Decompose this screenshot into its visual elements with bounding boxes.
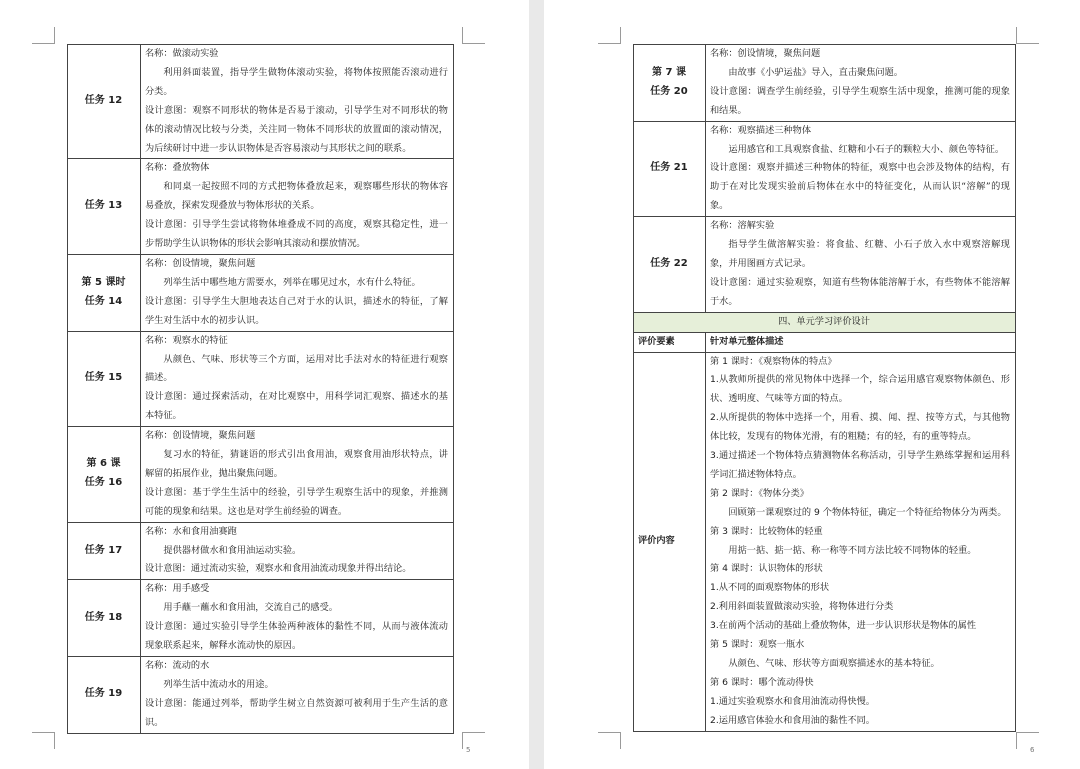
eval-content-line: 3.通过描述一个物体特点猜测物体名称活动，引导学生熟练掌握和运用科学词汇描述物体特点。 <box>710 450 1010 480</box>
eval-content-line: 第 2 课时：《物体分类》 <box>710 487 809 499</box>
task-label: 任务 13 <box>84 200 123 212</box>
task-content-line: 运用感官和工具观察食盐、红糖和小石子的颗粒大小、颜色等特征。 <box>728 143 1005 155</box>
task-content-line: 设计意图：引导学生大胆地表达自己对于水的认识，描述水的特征，了解学生对生活中水的初步认识。 <box>145 295 448 326</box>
task-label: 第 6 课 <box>86 458 121 470</box>
task-label: 任务 17 <box>84 544 123 556</box>
task-content-cell <box>141 254 454 331</box>
page-number: 6 <box>1030 746 1035 754</box>
task-label: 任务 20 <box>650 85 688 97</box>
eval-content-cell <box>706 352 1016 731</box>
eval-content-line: 第 6 课时：哪个流动得快 <box>710 676 814 688</box>
task-content-line: 和同桌一起按照不同的方式把物体叠放起来，观察哪些形状的物体容易叠放，探索发现叠放与物体形状的关系。 <box>145 181 448 212</box>
task-content-line: 利用斜面装置，指导学生做物体滚动实验，将物体按照能否滚动进行分类。 <box>145 66 448 97</box>
task-content-cell <box>141 580 454 657</box>
task-label-cell <box>68 427 141 523</box>
eval-content-line: 1.从不同的面观察物体的形状 <box>710 582 830 594</box>
eval-content-line: 第 5 课时：观察一瓶水 <box>710 639 805 651</box>
task-label-cell <box>68 159 141 255</box>
task-label: 任务 21 <box>650 162 688 174</box>
task-content-line: 设计意图：基于学生生活中的经验，引导学生观察生活中的现象，并推测可能的现象和结果。这也是对学生前经验的调查。 <box>145 486 448 517</box>
eval-content-line: 2.利用斜面装置做滚动实验，将物体进行分类 <box>710 601 894 613</box>
task-content-line: 设计意图：能通过列举，帮助学生树立自然资源可被利用于生产生活的意识。 <box>145 697 448 728</box>
task-content-line: 用手蘸一蘸水和食用油，交流自己的感受。 <box>163 602 338 614</box>
section-title: 四、单元学习评价设计 <box>634 312 1016 332</box>
task-label: 任务 14 <box>84 295 123 307</box>
task-row <box>68 45 454 159</box>
task-content-cell <box>706 217 1016 313</box>
task-label-cell <box>634 121 706 217</box>
crop-mark <box>598 732 621 749</box>
task-content-line: 由故事《小驴运盐》导入，直击聚焦问题。 <box>728 66 903 78</box>
task-content-line: 列举生活中流动水的用途。 <box>163 678 274 690</box>
task-label: 第 5 课时 <box>81 276 126 288</box>
task-content-line: 设计意图：通过探索活动，在对比观察中，用科学词汇观察、描述水的基本特征。 <box>145 391 448 422</box>
task-content-line: 指导学生做溶解实验：将食盐、红糖、小石子放入水中观察溶解现象，并用图画方式记录。 <box>710 239 1010 269</box>
eval-content-line: 用掂一掂、掂一掂、称一称等不同方法比较不同物体的轻重。 <box>728 544 977 556</box>
eval-content-line: 2.从所提供的物体中选择一个，用看、摸、闻、捏、按等方式，与其他物体比较，发现有的物体光滑，有的粗糙；有的轻，有的重等特点。 <box>710 412 1010 443</box>
crop-mark <box>32 732 55 749</box>
eval-content-line: 1.从教师所提供的常见物体中选择一个，综合运用感官观察物体颜色、形状、透明度、气味等方面的特点。 <box>710 374 1010 405</box>
task-content-cell <box>141 45 454 159</box>
task-label-cell <box>68 331 141 427</box>
eval-content-line: 1.通过实验观察水和食用油流动得快慢。 <box>710 695 875 707</box>
task-content-line: 名称：创设情境，聚焦问题 <box>710 48 821 59</box>
task-content-cell <box>141 159 454 255</box>
document-page-right <box>544 0 1080 769</box>
crop-mark <box>598 27 621 44</box>
crop-mark <box>1016 732 1039 749</box>
task-content-line: 名称：溶解实验 <box>710 220 775 232</box>
task-content-line: 设计意图：观察不同形状的物体是否易于滚动，引导学生对不同形状的物体的滚动情况比较与分类，关注同一物体不同形状的放置面的滚动情况，为后续研讨中进一步认识物体是否容易滚动与其形状之间的联系。 <box>145 104 448 154</box>
eval-header-value: 针对单元整体描述 <box>706 332 1016 352</box>
task-row <box>634 217 1016 313</box>
task-content-line: 名称：叠放物体 <box>145 162 210 174</box>
task-row <box>68 254 454 331</box>
eval-content-line: 2.运用感官体验水和食用油的黏性不同。 <box>710 714 875 726</box>
task-label: 任务 19 <box>84 688 123 700</box>
task-row <box>68 522 454 580</box>
eval-header-label: 评价要素 <box>634 332 706 352</box>
task-content-line: 设计意图：引导学生尝试将物体堆叠成不同的高度，观察其稳定性，进一步帮助学生认识物体的形状会影响其滚动和摆放情况。 <box>145 219 448 250</box>
task-content-cell <box>706 121 1016 217</box>
task-label-cell <box>68 254 141 331</box>
eval-content-label: 评价内容 <box>634 352 706 731</box>
task-content-line: 从颜色、气味、形状等三个方面，运用对比手法对水的特征进行观察描述。 <box>145 353 448 384</box>
task-content-line: 名称：做滚动实验 <box>145 48 219 59</box>
task-content-line: 列举生活中哪些地方需要水，列举在哪见过水，水有什么特征。 <box>163 276 421 288</box>
crop-mark <box>32 27 55 44</box>
document-page-left <box>0 0 529 769</box>
task-content-line: 提供器材做水和食用油运动实验。 <box>163 544 302 556</box>
task-row <box>68 580 454 657</box>
page-number: 5 <box>466 746 471 754</box>
task-label-cell <box>68 45 141 159</box>
task-row <box>634 121 1016 217</box>
task-content-cell <box>141 427 454 523</box>
task-label-cell <box>68 657 141 734</box>
task-row <box>68 657 454 734</box>
crop-mark <box>462 27 485 44</box>
task-label-cell <box>68 522 141 580</box>
task-row <box>68 331 454 427</box>
task-label: 任务 18 <box>84 611 123 623</box>
task-row <box>68 159 454 255</box>
task-content-line: 名称：用手感受 <box>145 583 210 595</box>
eval-content-line: 第 4 课时：认识物体的形状 <box>710 563 823 575</box>
task-content-line: 复习水的特征，猜谜语的形式引出食用油，观察食用油形状特点，讲解留的拓展作业，抛出聚焦问题。 <box>145 449 448 479</box>
task-label-cell <box>68 580 141 657</box>
eval-content-line: 从颜色、气味、形状等方面观察描述水的基本特征。 <box>728 658 940 669</box>
eval-content-row <box>634 352 1016 731</box>
task-content-cell <box>141 657 454 734</box>
lesson-task-table <box>67 44 454 734</box>
task-label: 第 7 课 <box>652 66 686 78</box>
section-row <box>634 312 1016 332</box>
task-content-cell <box>706 45 1016 122</box>
task-label: 任务 22 <box>650 257 688 269</box>
task-label: 任务 12 <box>84 95 123 107</box>
task-content-line: 名称：创设情境，聚焦问题 <box>145 430 256 442</box>
task-content-line: 设计意图：通过实验观察，知道有些物体能溶解于水，有些物体不能溶解于水。 <box>710 276 1010 307</box>
task-label: 任务 16 <box>84 477 123 489</box>
task-content-line: 名称：流动的水 <box>145 660 210 671</box>
eval-content-line: 第 3 课时：比较物体的轻重 <box>710 525 823 537</box>
eval-header-row <box>634 332 1016 352</box>
eval-content-line: 第 1 课时：《观察物体的特点》 <box>710 355 837 367</box>
task-content-line: 设计意图：通过实验引导学生体验两种液体的黏性不同，从而与液体流动现象联系起来，解释水流动快的原因。 <box>145 621 448 652</box>
task-content-line: 名称：观察描述三种物体 <box>710 124 812 136</box>
task-label-cell <box>634 217 706 313</box>
task-content-line: 名称：创设情境，聚焦问题 <box>145 257 256 269</box>
task-content-cell <box>141 522 454 580</box>
task-label-cell <box>634 45 706 122</box>
task-row <box>634 45 1016 122</box>
task-label: 任务 15 <box>84 372 123 384</box>
task-content-line: 名称：水和食用油赛跑 <box>145 525 237 537</box>
eval-content-line: 回顾第一课观察过的 9 个物体特征，确定一个特征给物体分为两类。 <box>728 506 1007 518</box>
eval-content-line: 3.在前两个活动的基础上叠放物体，进一步认识形状是物体的属性 <box>710 620 977 632</box>
lesson-task-table <box>633 44 1016 732</box>
task-content-line: 设计意图：通过流动实验，观察水和食用油流动现象并得出结论。 <box>145 563 412 575</box>
crop-mark <box>1016 27 1039 44</box>
task-row <box>68 427 454 523</box>
task-content-line: 设计意图：调查学生前经验，引导学生观察生活中现象，推测可能的现象和结果。 <box>710 85 1010 116</box>
task-content-line: 名称：观察水的特征 <box>145 334 228 346</box>
task-content-cell <box>141 331 454 427</box>
task-content-line: 设计意图：观察并描述三种物体的特征，观察中也会涉及物体的结构，有助于在对比发现实验前后物体在水中的特征变化，从而认识“溶解”的现象。 <box>710 162 1010 212</box>
